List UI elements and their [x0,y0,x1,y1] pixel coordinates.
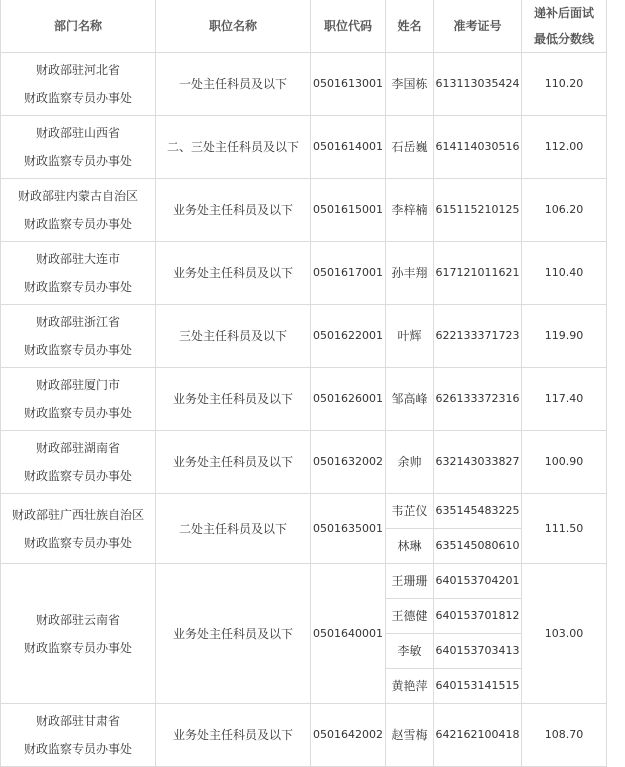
name-cell: 韦芷仪 [386,494,434,529]
department-line2: 财政监察专员办事处 [23,217,132,231]
score-cell: 117.40 [522,368,607,431]
name-cell: 李敏 [386,634,434,669]
score-cell: 112.00 [522,116,607,179]
department-line1: 财政部驻湖南省 [35,441,120,455]
position-code-cell: 0501626001 [311,368,386,431]
department-line1: 财政部驻山西省 [35,126,120,140]
name-cell: 叶辉 [386,305,434,368]
ticket-cell: 613113035424 [434,53,522,116]
department-line2: 财政监察专员办事处 [23,91,132,105]
score-cell: 106.20 [522,179,607,242]
department-line1: 财政部驻甘肃省 [35,714,120,728]
department-line1: 财政部驻河北省 [35,63,120,77]
name-cell: 赵雪梅 [386,704,434,767]
department-line2: 财政监察专员办事处 [23,280,132,294]
position-cell: 三处主任科员及以下 [156,305,311,368]
position-cell: 业务处主任科员及以下 [156,431,311,494]
ticket-cell: 640153701812 [434,599,522,634]
ticket-cell: 635145483225 [434,494,522,529]
ticket-cell: 626133372316 [434,368,522,431]
ticket-cell: 640153703413 [434,634,522,669]
position-code-cell: 0501615001 [311,179,386,242]
ticket-cell: 614114030516 [434,116,522,179]
table-row [1,179,607,242]
score-cell: 108.70 [522,704,607,767]
department-line1: 财政部驻广西壮族自治区 [11,507,144,522]
ticket-cell: 642162100418 [434,704,522,767]
score-cell: 103.00 [522,564,607,704]
header-ticket: 准考证号 [434,0,522,53]
position-cell: 业务处主任科员及以下 [156,368,311,431]
header-position: 职位名称 [156,0,311,53]
department-line2: 财政监察专员办事处 [23,343,132,357]
header-name: 姓名 [386,0,434,53]
position-code-cell: 0501632002 [311,431,386,494]
ticket-cell: 635145080610 [434,529,522,564]
name-cell: 孙丰翔 [386,242,434,305]
header-code: 职位代码 [311,0,386,53]
position-cell: 业务处主任科员及以下 [156,179,311,242]
department-cell [1,179,156,242]
ticket-cell: 640153704201 [434,564,522,599]
position-code-cell: 0501635001 [311,494,386,564]
position-cell: 二、三处主任科员及以下 [156,116,311,179]
table-row [1,242,607,305]
ticket-cell: 615115210125 [434,179,522,242]
score-cell: 110.40 [522,242,607,305]
position-code-cell: 0501622001 [311,305,386,368]
department-line2: 财政监察专员办事处 [23,406,132,420]
table-row [1,116,607,179]
table-row [1,431,607,494]
position-code-cell: 0501642002 [311,704,386,767]
department-line2: 财政监察专员办事处 [23,742,132,756]
name-cell: 林琳 [386,529,434,564]
department-line1: 财政部驻厦门市 [35,378,120,392]
name-cell: 王珊珊 [386,564,434,599]
department-cell [1,704,156,767]
name-cell: 石岳巍 [386,116,434,179]
table-row [1,704,607,767]
name-cell: 余帅 [386,431,434,494]
table-row [1,494,607,529]
header-row [1,0,607,53]
position-cell: 业务处主任科员及以下 [156,564,311,704]
department-line1: 财政部驻大连市 [35,252,120,266]
name-cell: 黄艳萍 [386,669,434,704]
name-cell: 邹高峰 [386,368,434,431]
name-cell: 李国栋 [386,53,434,116]
table-row [1,305,607,368]
table-row [1,368,607,431]
score-cell: 110.20 [522,53,607,116]
score-cell: 111.50 [522,494,607,564]
department-cell [1,305,156,368]
position-code-cell: 0501640001 [311,564,386,704]
position-cell: 业务处主任科员及以下 [156,704,311,767]
table-row [1,53,607,116]
department-cell [1,116,156,179]
ticket-cell: 640153141515 [434,669,522,704]
ticket-cell: 622133371723 [434,305,522,368]
position-code-cell: 0501614001 [311,116,386,179]
position-code-cell: 0501617001 [311,242,386,305]
department-line2: 财政监察专员办事处 [23,154,132,168]
department-cell [1,431,156,494]
header-department: 部门名称 [1,0,156,53]
position-cell: 二处主任科员及以下 [156,494,311,564]
department-line1: 财政部驻浙江省 [35,315,120,329]
department-cell [1,564,156,704]
name-cell: 王德健 [386,599,434,634]
position-cell: 业务处主任科员及以下 [156,242,311,305]
department-cell [1,494,156,564]
ticket-cell: 632143033827 [434,431,522,494]
department-line2: 财政监察专员办事处 [23,469,132,483]
position-cell: 一处主任科员及以下 [156,53,311,116]
department-line1: 财政部驻云南省 [35,612,120,627]
score-cell: 100.90 [522,431,607,494]
department-cell [1,53,156,116]
department-cell [1,368,156,431]
department-line2: 财政监察专员办事处 [23,535,132,550]
name-cell: 李梓楠 [386,179,434,242]
ticket-cell: 617121011621 [434,242,522,305]
position-code-cell: 0501613001 [311,53,386,116]
table-row [1,564,607,599]
header-score: 递补后面试 最低分数线 [522,0,607,53]
department-line2: 财政监察专员办事处 [23,640,132,655]
score-cell: 119.90 [522,305,607,368]
department-line1: 财政部驻内蒙古自治区 [17,189,138,203]
department-cell [1,242,156,305]
